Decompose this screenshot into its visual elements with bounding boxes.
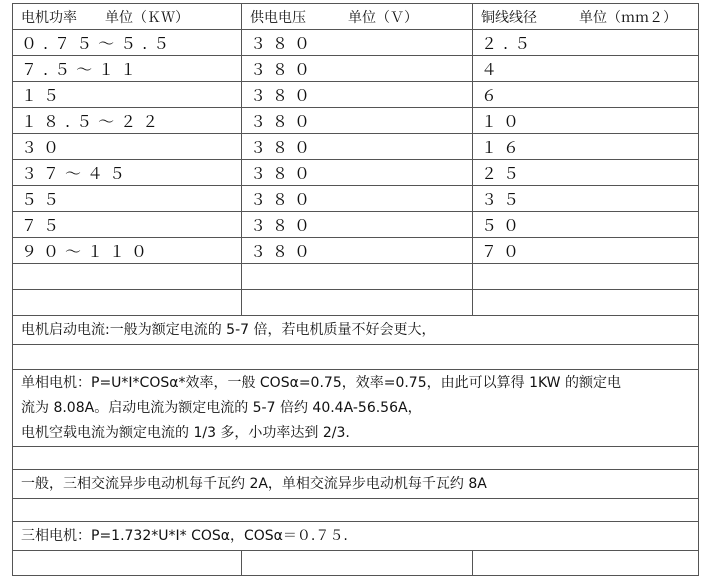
spacer-cell bbox=[13, 345, 699, 370]
note-row bbox=[13, 370, 699, 447]
cell-voltage: ３８０ bbox=[242, 30, 473, 56]
cell-power: ３０ bbox=[13, 134, 242, 160]
cell-power: ５５ bbox=[13, 186, 242, 212]
spacer-cell bbox=[13, 447, 699, 470]
empty-row bbox=[13, 551, 699, 576]
cell-power: ７５ bbox=[13, 212, 242, 238]
cell-wire: １６ bbox=[473, 134, 699, 160]
table-row bbox=[13, 30, 699, 56]
note-single-phase bbox=[13, 370, 699, 447]
note-three-phase: 三相电机：P=1.732*U*I* COSα，COSα＝０.７５. bbox=[13, 522, 699, 551]
spacer-row bbox=[13, 499, 699, 522]
cell-voltage: ３８０ bbox=[242, 186, 473, 212]
cell-power: １８.５～２２ bbox=[13, 108, 242, 134]
spacer-row bbox=[13, 447, 699, 470]
note-line: 单相电机：P=U*I*COSα*效率，一般 COSα=0.75，效率=0.75，由此可以算得 1KW 的额定电 bbox=[21, 374, 621, 391]
empty-cell bbox=[13, 551, 242, 576]
empty-cell bbox=[242, 551, 473, 576]
table-row bbox=[13, 186, 699, 212]
cell-voltage: ３８０ bbox=[242, 56, 473, 82]
cell-voltage: ３８０ bbox=[242, 212, 473, 238]
cell-wire: ２.５ bbox=[473, 30, 699, 56]
cell-wire: ６ bbox=[473, 82, 699, 108]
note-row bbox=[13, 522, 699, 551]
cell-wire: １０ bbox=[473, 108, 699, 134]
empty-cell bbox=[242, 264, 473, 290]
header-voltage: 供电电压 单位（Ｖ） bbox=[242, 4, 473, 30]
empty-cell bbox=[473, 290, 699, 316]
cell-voltage: ３８０ bbox=[242, 82, 473, 108]
header-wire: 铜线线径 单位（ｍｍ２） bbox=[473, 4, 699, 30]
cell-wire: ５０ bbox=[473, 212, 699, 238]
empty-row bbox=[13, 290, 699, 316]
note-row bbox=[13, 470, 699, 499]
table-row bbox=[13, 82, 699, 108]
table-row bbox=[13, 238, 699, 264]
cell-wire: ７０ bbox=[473, 238, 699, 264]
note-start-current: 电机启动电流:一般为额定电流的 5-7 倍，若电机质量不好会更大， bbox=[13, 316, 699, 345]
table-row bbox=[13, 212, 699, 238]
spacer-cell bbox=[13, 499, 699, 522]
note-per-kw: 一般，三相交流异步电动机每千瓦约 2A，单相交流异步电动机每千瓦约 8A bbox=[13, 470, 699, 499]
cell-voltage: ３８０ bbox=[242, 108, 473, 134]
empty-row bbox=[13, 264, 699, 290]
table-row bbox=[13, 56, 699, 82]
table-row bbox=[13, 108, 699, 134]
spacer-row bbox=[13, 345, 699, 370]
cell-power: ０.７５～５.５ bbox=[13, 30, 242, 56]
cell-wire: ４ bbox=[473, 56, 699, 82]
table-row bbox=[13, 134, 699, 160]
table-header-row bbox=[13, 4, 699, 30]
header-power: 电机功率 单位（ＫＷ） bbox=[13, 4, 242, 30]
cell-power: ７.５～１１ bbox=[13, 56, 242, 82]
cell-voltage: ３８０ bbox=[242, 160, 473, 186]
cell-power: ９０～１１０ bbox=[13, 238, 242, 264]
motor-wire-table bbox=[12, 3, 699, 576]
note-line: 电机空载电流为额定电流的 1/3 多，小功率达到 2/3. bbox=[21, 424, 350, 441]
cell-power: ３７～４５ bbox=[13, 160, 242, 186]
table-row bbox=[13, 160, 699, 186]
note-row bbox=[13, 316, 699, 345]
cell-power: １５ bbox=[13, 82, 242, 108]
empty-cell bbox=[13, 264, 242, 290]
empty-cell bbox=[473, 264, 699, 290]
note-line: 流为 8.08A。启动电流为额定电流的 5-7 倍约 40.4A-56.56A， bbox=[21, 399, 422, 416]
cell-voltage: ３８０ bbox=[242, 238, 473, 264]
cell-wire: ３５ bbox=[473, 186, 699, 212]
empty-cell bbox=[473, 551, 699, 576]
cell-voltage: ３８０ bbox=[242, 134, 473, 160]
empty-cell bbox=[13, 290, 242, 316]
empty-cell bbox=[242, 290, 473, 316]
cell-wire: ２５ bbox=[473, 160, 699, 186]
